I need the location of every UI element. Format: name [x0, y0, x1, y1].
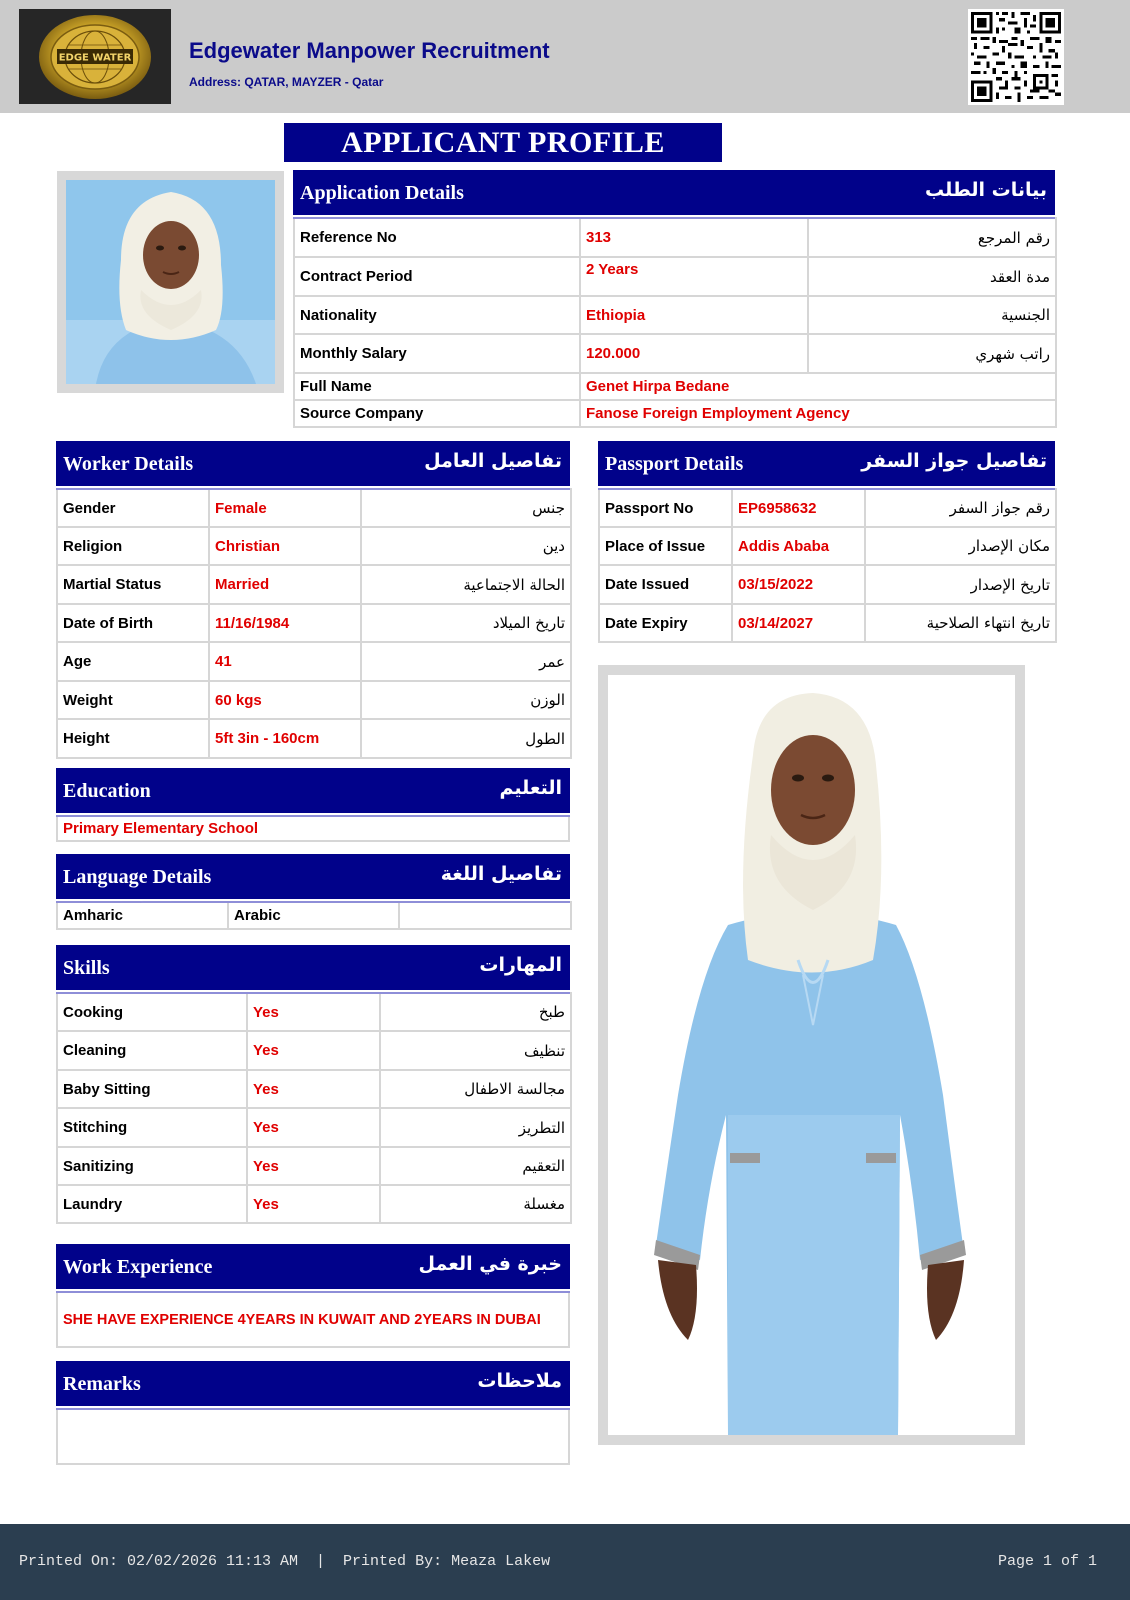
section-title-en: Education [63, 780, 151, 802]
field-label-ar: راتب شهري [808, 334, 1056, 373]
skill-label-ar: تنظيف [380, 1031, 571, 1070]
table-row [294, 218, 1056, 257]
page-header [0, 0, 1130, 113]
field-value: 5ft 3in - 160cm [209, 719, 361, 758]
table-row [57, 642, 571, 681]
skill-value: Yes [247, 993, 380, 1031]
table-row [57, 604, 571, 642]
field-label-ar: الحالة الاجتماعية [361, 565, 571, 604]
remarks-value [56, 1408, 570, 1465]
skill-label: Cleaning [57, 1031, 247, 1070]
skill-label-ar: التعقيم [380, 1147, 571, 1185]
section-title-en: Work Experience [63, 1256, 213, 1278]
skill-value: Yes [247, 1070, 380, 1108]
skill-label-ar: مغسلة [380, 1185, 571, 1223]
logo-text: EDGE WATER [58, 52, 132, 63]
passport-details-table [598, 488, 1057, 643]
table-row [57, 1108, 571, 1147]
table-row [57, 681, 571, 719]
field-value: 41 [209, 642, 361, 681]
worker-details-header [56, 441, 570, 488]
skills-header [56, 945, 570, 992]
skill-label: Laundry [57, 1185, 247, 1223]
table-row [57, 565, 571, 604]
field-label: Date Expiry [599, 604, 732, 642]
field-value: 03/15/2022 [732, 565, 865, 604]
field-label-ar: تاريخ الإصدار [865, 565, 1056, 604]
field-label: Date of Birth [57, 604, 209, 642]
skill-label: Sanitizing [57, 1147, 247, 1185]
field-value: Ethiopia [580, 296, 808, 334]
field-label-ar: رقم المرجع [808, 218, 1056, 257]
field-label-ar: مدة العقد [808, 257, 1056, 296]
skills-section [56, 945, 570, 1224]
application-details-header [293, 170, 1055, 217]
field-label: Weight [57, 681, 209, 719]
table-row [294, 334, 1056, 373]
section-title-en: Skills [63, 957, 110, 979]
skill-label: Baby Sitting [57, 1070, 247, 1108]
section-title-ar: المهارات [479, 954, 562, 976]
section-title-en: Remarks [63, 1373, 141, 1395]
language-item: Arabic [228, 902, 399, 929]
table-row [57, 1147, 571, 1185]
remarks-header [56, 1361, 570, 1408]
field-label: Full Name [294, 373, 580, 400]
education-section [56, 768, 570, 842]
field-label-ar: تاريخ الميلاد [361, 604, 571, 642]
table-row [57, 902, 571, 929]
applicant-photo-small [57, 171, 284, 393]
skill-value: Yes [247, 1185, 380, 1223]
table-row [57, 489, 571, 527]
work-experience-value: SHE HAVE EXPERIENCE 4YEARS IN KUWAIT AND 2YEARS IN DUBAI [56, 1291, 570, 1348]
table-row [599, 604, 1056, 642]
section-title-en: Language Details [63, 866, 212, 888]
table-row [57, 527, 571, 565]
section-title-en: Passport Details [605, 453, 744, 475]
field-label: Age [57, 642, 209, 681]
application-details-table [293, 217, 1057, 428]
education-value: Primary Elementary School [56, 815, 570, 842]
skills-table [56, 992, 572, 1224]
field-label: Source Company [294, 400, 580, 427]
work-experience-section [56, 1244, 570, 1348]
field-label-ar: تاريخ انتهاء الصلاحية [865, 604, 1056, 642]
field-label: Gender [57, 489, 209, 527]
field-label: Martial Status [57, 565, 209, 604]
field-label: Nationality [294, 296, 580, 334]
field-label-ar: عمر [361, 642, 571, 681]
section-title-ar: تفاصيل اللغة [440, 863, 562, 885]
qr-code[interactable] [968, 9, 1064, 105]
section-title-ar: خبرة في العمل [418, 1253, 562, 1275]
field-label: Date Issued [599, 565, 732, 604]
printed-info: Printed On: 02/02/2026 11:13 AM | Printed By: Meaza Lakew [19, 1553, 551, 1570]
worker-details-section [56, 441, 570, 759]
field-label: Passport No [599, 489, 732, 527]
company-name: Edgewater Manpower Recruitment [189, 38, 550, 63]
field-value: 120.000 [580, 334, 808, 373]
skill-label: Stitching [57, 1108, 247, 1147]
section-title-en: Application Details [300, 182, 464, 204]
section-title-ar: تفاصيل جواز السفر [861, 450, 1047, 472]
field-label: Monthly Salary [294, 334, 580, 373]
table-row [57, 719, 571, 758]
remarks-section [56, 1361, 570, 1465]
page-title: APPLICANT PROFILE [284, 123, 722, 162]
field-label: Height [57, 719, 209, 758]
skill-value: Yes [247, 1031, 380, 1070]
language-section [56, 854, 570, 930]
table-row [599, 565, 1056, 604]
worker-details-table [56, 488, 572, 759]
field-label-ar: رقم جواز السفر [865, 489, 1056, 527]
application-details-section [293, 170, 1055, 428]
field-label: Place of Issue [599, 527, 732, 565]
field-value: EP6958632 [732, 489, 865, 527]
field-value: 03/14/2027 [732, 604, 865, 642]
field-label-ar: مكان الإصدار [865, 527, 1056, 565]
skill-label-ar: طبخ [380, 993, 571, 1031]
field-value: Christian [209, 527, 361, 565]
section-title-ar: التعليم [499, 777, 562, 799]
section-title-ar: بيانات الطلب [924, 179, 1047, 201]
field-label: Religion [57, 527, 209, 565]
table-row [599, 489, 1056, 527]
table-row [294, 373, 1056, 400]
table-row [57, 1031, 571, 1070]
education-header [56, 768, 570, 815]
field-label-ar: الطول [361, 719, 571, 758]
field-label-ar: دين [361, 527, 571, 565]
field-value: Married [209, 565, 361, 604]
language-table [56, 901, 572, 930]
skill-label-ar: التطريز [380, 1108, 571, 1147]
passport-details-section [598, 441, 1055, 643]
field-label-ar: الوزن [361, 681, 571, 719]
table-row [599, 527, 1056, 565]
section-title-ar: ملاحظات [477, 1370, 562, 1392]
table-row [294, 257, 1056, 296]
field-label-ar: جنس [361, 489, 571, 527]
language-item: Amharic [57, 902, 228, 929]
field-label: Contract Period [294, 257, 580, 296]
page-number: Page 1 of 1 [997, 1553, 1097, 1570]
field-value: 313 [580, 218, 808, 257]
table-row [57, 1185, 571, 1223]
field-value: 11/16/1984 [209, 604, 361, 642]
skill-value: Yes [247, 1108, 380, 1147]
section-title-ar: تفاصيل العامل [424, 450, 562, 472]
section-title-en: Worker Details [63, 453, 194, 475]
table-row [294, 400, 1056, 427]
field-value: 60 kgs [209, 681, 361, 719]
source-company-value: Fanose Foreign Employment Agency [580, 400, 1056, 427]
skill-label: Cooking [57, 993, 247, 1031]
skill-value: Yes [247, 1147, 380, 1185]
skill-label-ar: مجالسة الاطفال [380, 1070, 571, 1108]
table-row [57, 1070, 571, 1108]
passport-details-header [598, 441, 1055, 488]
field-value: Addis Ababa [732, 527, 865, 565]
table-row [57, 993, 571, 1031]
full-name-value: Genet Hirpa Bedane [580, 373, 1056, 400]
field-label-ar: الجنسية [808, 296, 1056, 334]
applicant-photo-full [598, 665, 1025, 1445]
table-row [294, 296, 1056, 334]
work-experience-header [56, 1244, 570, 1291]
field-label: Reference No [294, 218, 580, 257]
field-value: 2 Years [580, 257, 808, 296]
company-address: Address: QATAR, MAYZER - Qatar [189, 75, 384, 89]
page-footer [0, 1524, 1130, 1600]
language-item [399, 902, 571, 929]
language-header [56, 854, 570, 901]
field-value: Female [209, 489, 361, 527]
company-logo [19, 9, 171, 104]
